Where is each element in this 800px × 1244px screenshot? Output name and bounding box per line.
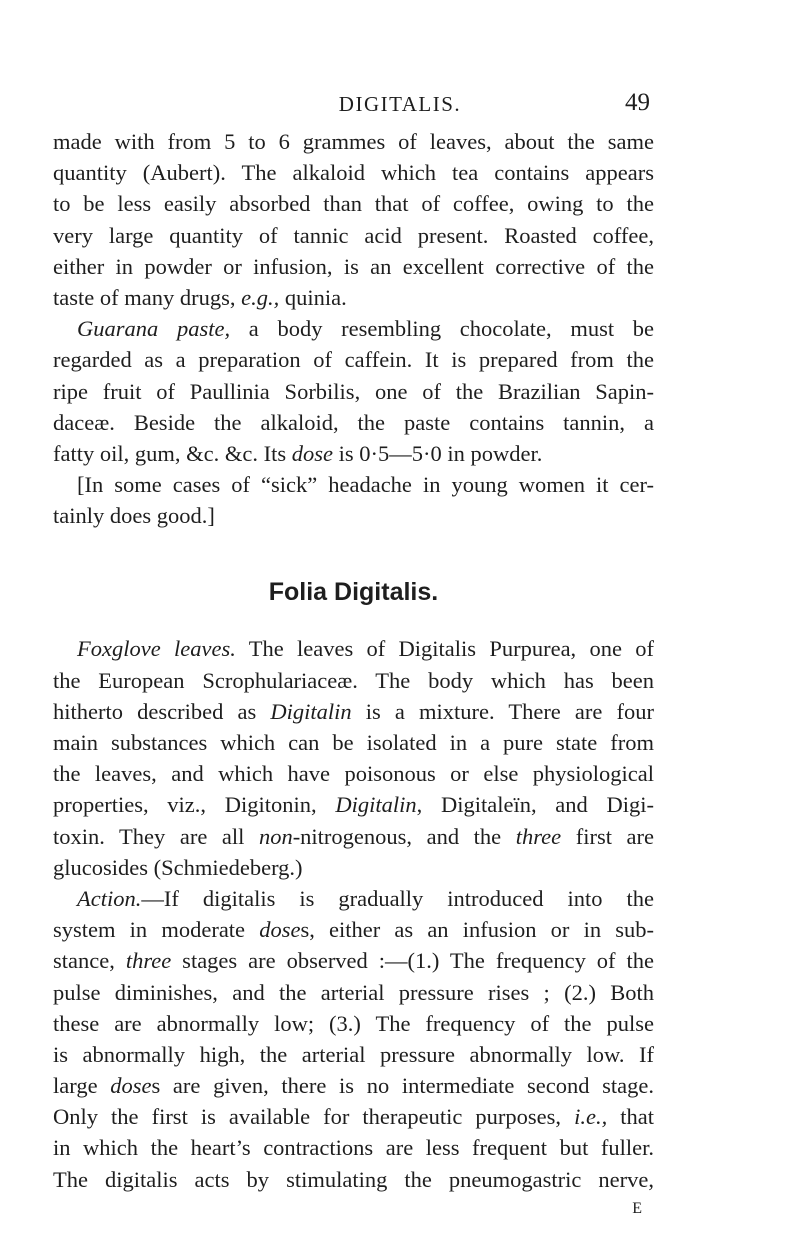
text-line: large doses are given, there is no intermediate second stage. [53, 1073, 655, 1099]
text-line: quantity (Aubert). The alkaloid which tea contains appears [53, 160, 654, 186]
text-line: glucosides (Schmiedeberg.) [53, 854, 303, 880]
text-line: tainly does good.] [53, 503, 215, 529]
text-line: to be less easily absorbed than that of coffee, owing to the [53, 191, 654, 217]
text-line: Foxglove leaves. The leaves of Digitalis Purpurea, one of [77, 636, 655, 662]
text-line: Action.—If digitalis is gradually introduced into the [77, 885, 654, 911]
text-line: Guarana paste, a body resembling chocolate, must be [77, 316, 655, 342]
text-line: properties, viz., Digitonin, Digitalin, Digitaleïn, and Digi- [53, 792, 654, 818]
text-line: regarded as a preparation of caffein. It is prepared from the [53, 347, 654, 373]
running-header [0, 89, 800, 124]
text-line: pulse diminishes, and the arterial pressure rises ; (2.) Both [53, 979, 654, 1005]
text-line: fatty oil, gum, &c. &c. Its dose is 0·5—5·0 in powder. [53, 440, 543, 466]
text-line: in which the heart’s contractions are less frequent but fuller. [53, 1135, 654, 1161]
text-line: hitherto described as Digitalin is a mixture. There are four [53, 698, 655, 724]
page-body [53, 126, 654, 1223]
text-line: taste of many drugs, e.g., quinia. [53, 284, 347, 310]
text-line: main substances which can be isolated in a pure state from [53, 730, 654, 755]
text-line: ripe fruit of Paullinia Sorbilis, one of the Brazilian Sapin- [53, 378, 654, 404]
text-line: very large quantity of tannic acid present. Roasted coffee, [53, 222, 654, 248]
text-line: these are abnormally low; (3.) The frequency of the pulse [53, 1010, 654, 1036]
text-line: daceæ. Beside the alkaloid, the paste contains tannin, a [53, 409, 654, 435]
running-title: DIGITALIS. [338, 92, 462, 116]
text-line: is abnormally high, the arterial pressure abnormally low. If [53, 1041, 654, 1067]
text-line: made with from 5 to 6 grammes of leaves, about the same [53, 129, 654, 154]
section-guarana [53, 126, 654, 531]
text-line: Only the first is available for therapeutic purposes, i.e., that [53, 1104, 655, 1130]
section-heading: Folia Digitalis. [268, 578, 439, 607]
text-line: [In some cases of “sick” headache in young women it cer- [77, 472, 654, 498]
text-line: the leaves, and which have poisonous or else physiological [53, 761, 654, 787]
text-line: The digitalis acts by stimulating the pneumogastric nerve, [53, 1166, 654, 1192]
text-line: either in powder or infusion, is an excellent corrective of the [53, 253, 654, 279]
text-line: toxin. They are all non-nitrogenous, and the three first are [53, 823, 654, 849]
text-line: system in moderate doses, either as an infusion or in sub- [53, 917, 654, 943]
text-line: the European Scrophulariaceæ. The body which has been [53, 667, 654, 693]
page-number: 49 [625, 89, 650, 116]
signature-mark: E [632, 1199, 642, 1217]
section-folia-digitalis [53, 633, 654, 1194]
text-line: stance, three stages are observed :—(1.) The frequency of the [53, 948, 654, 974]
